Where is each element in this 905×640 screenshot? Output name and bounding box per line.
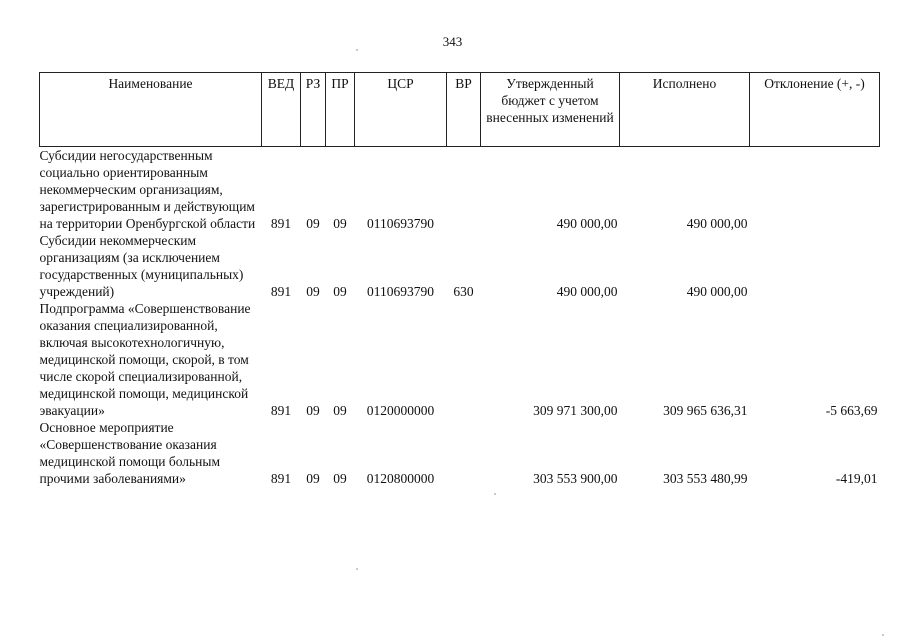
header-approved: Утвержденный бюджет с учетом внесенных изменений [481,73,620,147]
table-row [40,300,880,419]
row-vr [447,300,481,419]
row-name: Основное мероприятие «Совершенствование оказания медицинской помощи больным прочими заболеваниями» [39,420,221,486]
row-deviation [750,147,880,233]
scan-speck [494,493,496,495]
row-rz: 09 [306,471,320,486]
header-rz: РЗ [301,73,326,147]
row-ved: 891 [270,403,292,418]
table-row [40,419,880,487]
row-deviation [750,232,880,300]
row-vr [447,147,481,233]
row-approved: 490 000,00 [556,284,618,299]
row-pr: 09 [333,216,347,231]
header-deviation: Отклонение (+, -) [750,73,880,147]
row-pr: 09 [333,471,347,486]
header-executed: Исполнено [620,73,750,147]
row-rz: 09 [306,216,320,231]
row-name: Субсидии некоммерческим организациям (за исключением государственных (муниципальных) учреждений) [39,233,244,299]
page-number: 343 [442,34,463,49]
scan-speck [356,568,358,570]
row-pr: 09 [333,403,347,418]
row-rz: 09 [306,403,320,418]
row-csr: 0120000000 [366,403,435,418]
row-executed: 303 553 480,99 [663,471,748,486]
row-ved: 891 [270,284,292,299]
row-csr: 0120800000 [366,471,435,486]
budget-execution-table [39,72,880,487]
scan-speck [882,634,884,636]
table-header-row [40,73,880,147]
row-ved: 891 [270,471,292,486]
row-vr: 630 [453,284,474,299]
row-rz: 09 [306,284,320,299]
row-vr [447,419,481,487]
header-ved: ВЕД [262,73,301,147]
row-deviation: -419,01 [835,471,878,486]
table-row [40,232,880,300]
header-name: Наименование [40,73,262,147]
scan-speck [356,49,358,51]
row-approved: 309 971 300,00 [533,403,618,418]
header-pr: ПР [326,73,355,147]
row-name: Субсидии негосударственным социально ориентированным некоммерческим организациям, зарегистрированным и действующим на территории Оренбургской области [39,148,256,231]
header-vr: ВР [447,73,481,147]
row-name: Подпрограмма «Совершенствование оказания специализированной, включая высокотехнологичную, медицинской помощи, скорой, в том числе скорой специализированной, медицинской помощи, медицинской эвакуации» [39,301,251,418]
row-executed: 490 000,00 [686,284,748,299]
row-approved: 303 553 900,00 [533,471,618,486]
row-approved: 490 000,00 [556,216,618,231]
row-pr: 09 [333,284,347,299]
table-row [40,147,880,233]
row-deviation: -5 663,69 [825,403,878,418]
row-executed: 490 000,00 [686,216,748,231]
row-csr: 0110693790 [367,284,434,299]
header-csr: ЦСР [355,73,447,147]
row-ved: 891 [270,216,292,231]
row-executed: 309 965 636,31 [663,403,748,418]
row-csr: 0110693790 [367,216,434,231]
